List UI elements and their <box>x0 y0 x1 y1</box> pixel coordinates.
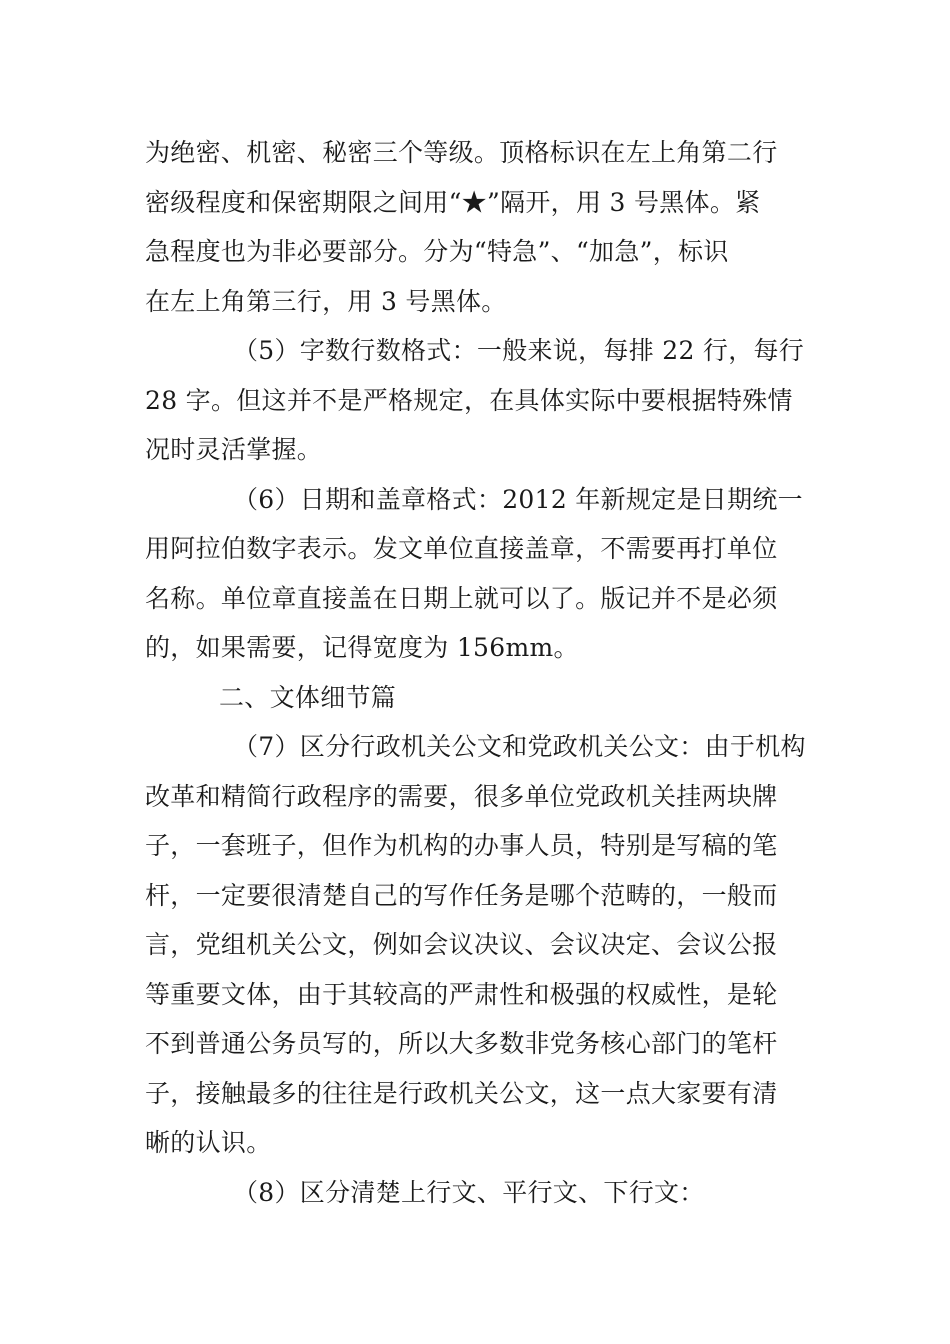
text-line: 子，接触最多的往往是行政机关公文，这一点大家要有清 <box>145 1078 778 1108</box>
text-line: 名称。单位章直接盖在日期上就可以了。版记并不是必须 <box>145 583 778 613</box>
text-line: （6）日期和盖章格式：2012 年新规定是日期统一 <box>233 484 803 514</box>
text-line: （7）区分行政机关公文和党政机关公文：由于机构 <box>233 732 806 761</box>
text-line: 在左上角第三行，用 3 号黑体。 <box>145 286 507 316</box>
text-line: 密级程度和保密期限之间用“★”隔开，用 3 号黑体。紧 <box>145 187 761 217</box>
text-line: 晰的认识。 <box>145 1128 272 1157</box>
text-line: 改革和精简行政程序的需要，很多单位党政机关挂两块牌 <box>145 781 778 811</box>
section-heading-text: 二、文体细节篇 <box>219 682 397 712</box>
text-line: 28 字。但这并不是严格规定，在具体实际中要根据特殊情 <box>145 385 793 415</box>
paragraph-classification <box>145 128 809 326</box>
paragraph-admin-vs-party <box>145 722 809 1168</box>
paragraph-date-seal-format <box>145 475 809 673</box>
text-line: 的，如果需要，记得宽度为 156mm。 <box>145 633 579 662</box>
paragraph-word-line-format <box>145 326 809 475</box>
section-heading <box>145 673 809 723</box>
document-body <box>145 128 809 1217</box>
text-line: 不到普通公务员写的，所以大多数非党务核心部门的笔杆 <box>145 1029 778 1058</box>
paragraph-document-direction <box>145 1168 809 1218</box>
text-line: 况时灵活掌握。 <box>145 435 323 464</box>
text-line: 急程度也为非必要部分。分为“特急”、“加急”，标识 <box>145 237 729 266</box>
text-line: 杆，一定要很清楚自己的写作任务是哪个范畴的，一般而 <box>145 880 778 910</box>
text-line: 子，一套班子，但作为机构的办事人员，特别是写稿的笔 <box>145 831 778 860</box>
text-line: 为绝密、机密、秘密三个等级。顶格标识在左上角第二行 <box>145 138 778 167</box>
text-line: 言，党组机关公文，例如会议决议、会议决定、会议公报 <box>145 930 778 959</box>
text-line: 等重要文体，由于其较高的严肃性和极强的权威性，是轮 <box>145 979 778 1009</box>
text-line: 用阿拉伯数字表示。发文单位直接盖章，不需要再打单位 <box>145 534 778 563</box>
text-line: （5）字数行数格式：一般来说，每排 22 行，每行 <box>233 336 805 365</box>
text-line: （8）区分清楚上行文、平行文、下行文： <box>233 1177 705 1207</box>
